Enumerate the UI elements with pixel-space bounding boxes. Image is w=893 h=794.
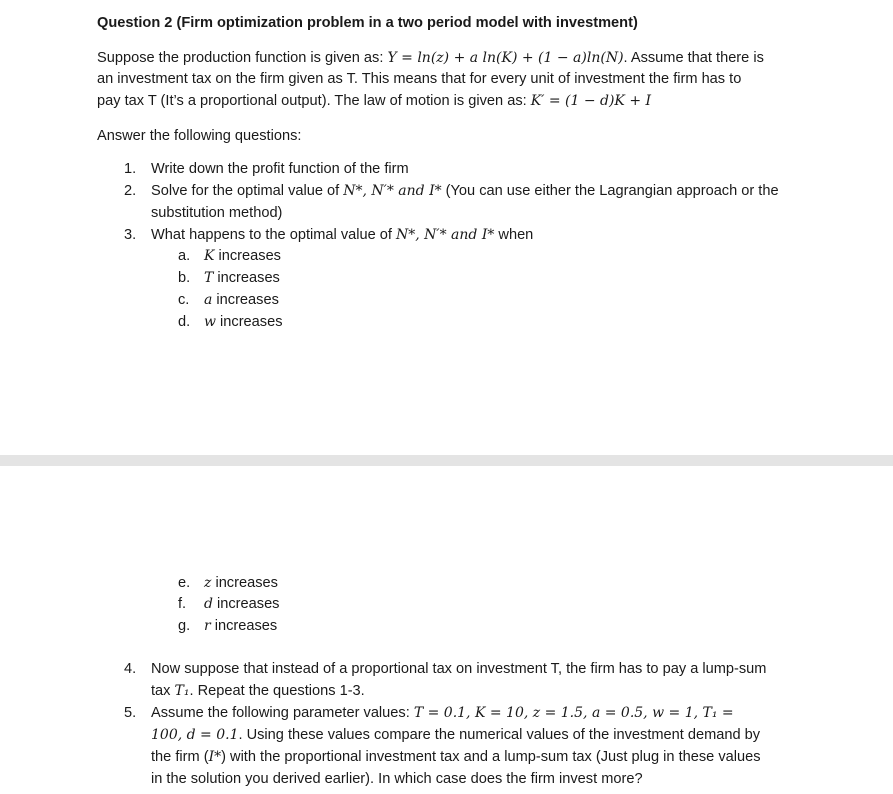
question-5-number: 5. <box>124 705 137 721</box>
optimal-vars: N*, N′* and I* <box>396 227 495 243</box>
question-5-line-2: 100, d = 0.1. Using these values compare the numerical values of the investment demand by <box>151 727 761 743</box>
question-3-text: What happens to the optimal value of N*, N′* and I* when <box>151 227 534 243</box>
question-4-line-2: tax T₁. Repeat the questions 1-3. <box>151 683 365 699</box>
law-of-motion-formula: K′ = (1 − d)K + I <box>530 93 652 109</box>
question-2-line-2: substitution method) <box>151 205 283 221</box>
question-5-line-4: in the solution you derived earlier). In which case does the firm invest more? <box>151 771 643 787</box>
subitem-g-text: r increases <box>204 618 278 634</box>
intro-line-2: an investment tax on the firm given as T. This means that for every unit of investment the firm has to <box>97 71 742 87</box>
answer-prompt: Answer the following questions: <box>97 128 302 144</box>
optimal-vars: N*, N′* and I* <box>343 183 442 199</box>
subitem-letter: b. <box>178 270 191 286</box>
question-2-line-1: Solve for the optimal value of N*, N′* and I* (You can use either the Lagrangian approach or the <box>151 183 779 199</box>
subitem-f-text: d increases <box>204 596 280 612</box>
question-5-line-3: the firm (I*) with the proportional investment tax and a lump-sum tax (Just plug in these values <box>151 749 761 765</box>
intro-line-1: Suppose the production function is given as: Y = ln(z) + a ln(K) + (1 − a)ln(N). Assume that there is <box>97 50 764 66</box>
question-title: Question 2 (Firm optimization problem in a two period model with investment) <box>97 15 638 31</box>
question-1-text: Write down the profit function of the firm <box>151 161 409 177</box>
parameter-values: T = 0.1, K = 10, z = 1.5, a = 0.5, w = 1, T₁ = <box>413 705 734 721</box>
subitem-letter: g. <box>178 618 191 634</box>
question-4-number: 4. <box>124 661 137 677</box>
intro-line-3: pay tax T (It’s a proportional output). The law of motion is given as: K′ = (1 − d)K + I <box>97 93 652 109</box>
question-1-number: 1. <box>124 161 137 177</box>
parameter-values: 100, d = 0.1 <box>151 727 239 743</box>
subitem-letter: f. <box>178 596 187 612</box>
question-5-line-1: Assume the following parameter values: T = 0.1, K = 10, z = 1.5, a = 0.5, w = 1, T₁ = <box>151 705 734 721</box>
question-4-line-1: Now suppose that instead of a proportional tax on investment T, the firm has to pay a lump-sum <box>151 661 767 677</box>
subitem-letter: e. <box>178 575 191 591</box>
subitem-letter: c. <box>178 292 190 308</box>
subitem-e-text: z increases <box>204 575 278 591</box>
subitem-letter: d. <box>178 314 191 330</box>
subitem-d-text: w increases <box>204 314 283 330</box>
subitem-a-text: K increases <box>204 248 281 264</box>
production-function-formula: Y = ln(z) + a ln(K) + (1 − a)ln(N) <box>387 50 624 66</box>
document-page-2 <box>0 466 893 794</box>
subitem-letter: a. <box>178 248 191 264</box>
subitem-c-text: a increases <box>204 292 279 308</box>
question-3-number: 3. <box>124 227 137 243</box>
subitem-b-text: T increases <box>204 270 280 286</box>
question-2-number: 2. <box>124 183 137 199</box>
page-separator <box>0 455 893 466</box>
